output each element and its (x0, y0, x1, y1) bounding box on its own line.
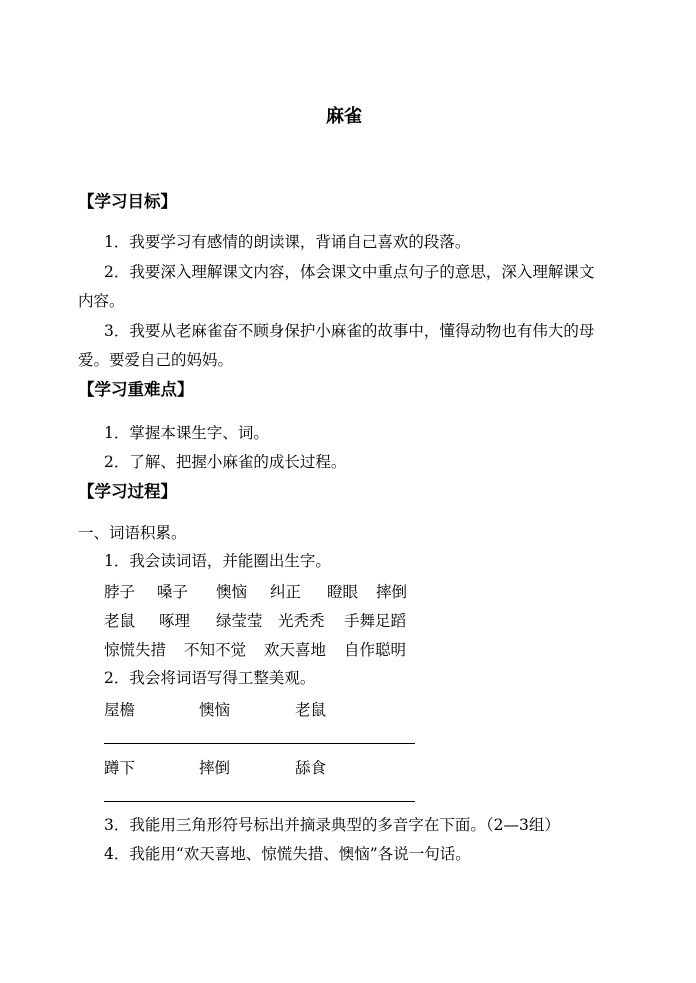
process-heading: 【学习过程】 (78, 482, 177, 501)
vocab-word: 欢天喜地 (264, 641, 327, 659)
writing-line (104, 801, 415, 802)
writing-word: 蹲下 (104, 759, 136, 777)
vocab-word: 瞪眼 (327, 583, 359, 601)
writing-word: 屋檐 (104, 701, 136, 719)
vocab-word: 绿莹莹 (216, 612, 263, 630)
writing-line (104, 743, 415, 744)
section-vocabulary: 一、词语积累。 (78, 524, 187, 542)
task-4: 4．我能用“欢天喜地、惊慌失措、懊恼”各说一句话。 (104, 845, 471, 863)
vocab-word: 惊慌失措 (104, 641, 167, 659)
goal-item-2-continued: 内容。 (78, 292, 125, 310)
vocab-word: 啄理 (159, 612, 191, 630)
vocab-word: 自作聪明 (344, 641, 407, 659)
focus-item-2: 2．了解、把握小麻雀的成长过程。 (104, 453, 347, 471)
focus-heading: 【学习重难点】 (78, 380, 194, 399)
writing-word: 摔倒 (199, 759, 231, 777)
vocab-word: 摔倒 (376, 583, 408, 601)
vocab-word: 纠正 (270, 583, 302, 601)
vocab-word: 老鼠 (104, 612, 136, 630)
writing-word: 懊恼 (199, 701, 231, 719)
task-3: 3．我能用三角形符号标出并摘录典型的多音字在下面。（2—3组） (104, 816, 560, 834)
vocab-word: 懊恼 (216, 583, 248, 601)
task-1: 1．我会读词语，并能圈出生字。 (104, 552, 331, 570)
goal-item-3: 3．我要从老麻雀奋不顾身保护小麻雀的故事中，懂得动物也有伟大的母 (104, 322, 595, 340)
goal-item-2: 2．我要深入理解课文内容，体会课文中重点句子的意思，深入理解课文 (104, 263, 595, 281)
goal-item-1: 1．我要学习有感情的朗读课，背诵自己喜欢的段落。 (104, 233, 471, 251)
vocab-word: 不知不觉 (184, 641, 247, 659)
goals-heading: 【学习目标】 (78, 192, 177, 211)
task-2: 2．我会将词语写得工整美观。 (104, 669, 316, 687)
goal-item-3-continued: 爱。要爱自己的妈妈。 (78, 351, 234, 369)
writing-word: 舔食 (295, 759, 327, 777)
vocab-word: 脖子 (104, 583, 136, 601)
writing-word: 老鼠 (295, 701, 327, 719)
focus-item-1: 1．掌握本课生字、词。 (104, 424, 269, 442)
vocab-word: 光秃秃 (278, 612, 325, 630)
vocab-word: 嗓子 (157, 583, 189, 601)
vocab-word: 手舞足蹈 (344, 612, 407, 630)
document-title: 麻雀 (326, 106, 362, 127)
